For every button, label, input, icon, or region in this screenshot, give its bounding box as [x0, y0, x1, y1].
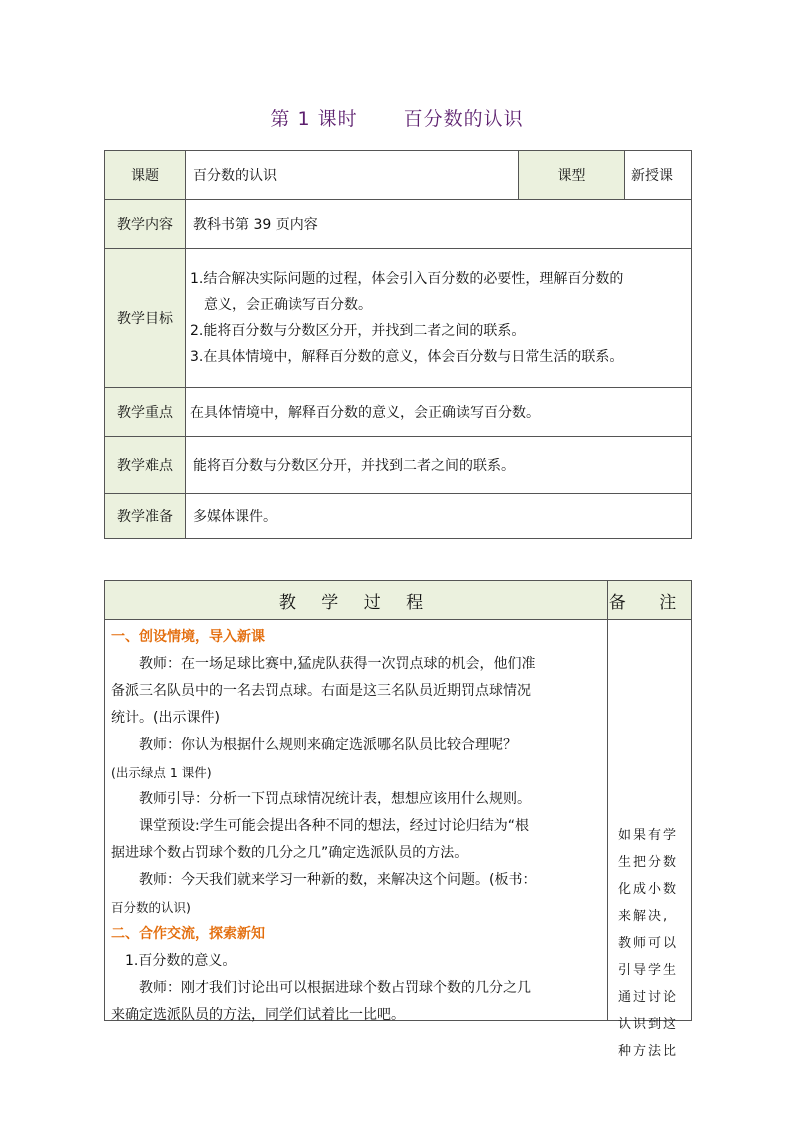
difficult-value: 能将百分数与分数区分开，并找到二者之间的联系。 [186, 437, 692, 494]
key-label: 教学重点 [105, 388, 186, 437]
section-heading: 一、创设情境，导入新课 [111, 629, 265, 645]
goals-cell [186, 249, 692, 388]
goal-line: 1.结合解决实际问题的过程，体会引入百分数的必要性，理解百分数的 [190, 271, 624, 287]
topic-value: 百分数的认识 [186, 151, 519, 200]
section-heading: 二、合作交流，探索新知 [111, 926, 265, 942]
process-line: 统计。(出示课件) [111, 710, 220, 726]
lesson-info-table [104, 150, 692, 539]
process-header: 教 学 过 程 [105, 581, 608, 620]
notes-header: 备 注 [608, 581, 692, 620]
prep-value: 多媒体课件。 [186, 494, 692, 539]
key-row [105, 388, 692, 437]
goal-line: 2.能将百分数与分数区分开，并找到二者之间的联系。 [190, 323, 526, 339]
process-line: 备派三名队员中的一名去罚点球。右面是这三名队员近期罚点球情况 [111, 683, 531, 699]
type-value: 新授课 [625, 151, 692, 200]
prep-row [105, 494, 692, 539]
prep-label: 教学准备 [105, 494, 186, 539]
notes-cell [608, 620, 692, 1059]
process-line: 据进球个数占罚球个数的几分之几”确定选派队员的方法。 [111, 845, 469, 861]
note-line: 来解决, [618, 909, 670, 924]
content-value: 教科书第 39 页内容 [186, 200, 692, 249]
process-cell [105, 620, 608, 1021]
note-line: 化成小数 [618, 882, 679, 897]
note-line: 认识到这 [618, 1017, 679, 1032]
process-line: 教师：今天我们就来学习一种新的数，来解决这个问题。(板书： [139, 872, 537, 888]
process-line: 百分数的认识) [111, 900, 191, 915]
process-line: 教师：你认为根据什么规则来确定选派哪名队员比较合理呢？ [139, 737, 517, 753]
content-row [105, 200, 692, 249]
lesson-topic: 百分数的认识 [403, 108, 524, 130]
goal-line: 3.在具体情境中，解释百分数的意义，体会百分数与日常生活的联系。 [190, 349, 624, 365]
teaching-process-table [104, 580, 692, 1059]
note-line: 教师可以 [618, 936, 679, 951]
note-line: 生把分数 [618, 855, 679, 870]
process-line: 教师引导：分析一下罚点球情况统计表，想想应该用什么规则。 [139, 791, 531, 807]
process-header-row [105, 581, 692, 620]
lesson-number: 第 1 课时 [270, 108, 358, 130]
process-line: 来确定选派队员的方法，同学们试着比一比吧。 [111, 1007, 405, 1023]
goal-label: 教学目标 [105, 249, 186, 388]
content-label: 教学内容 [105, 200, 186, 249]
topic-label: 课题 [105, 151, 186, 200]
note-line: 种方法比 [618, 1044, 679, 1059]
type-label: 课型 [519, 151, 625, 200]
topic-row [105, 151, 692, 200]
goal-line: 意义，会正确读写百分数。 [204, 297, 372, 313]
note-line: 如果有学 [618, 828, 679, 843]
note-line: 通过讨论 [618, 990, 679, 1005]
process-line: (出示绿点 1 课件) [111, 765, 212, 780]
process-body-row [105, 620, 692, 1021]
note-line: 引导学生 [618, 963, 679, 978]
difficult-row [105, 437, 692, 494]
key-value: 在具体情境中，解释百分数的意义，会正确读写百分数。 [186, 388, 692, 437]
process-line: 1.百分数的意义。 [125, 953, 237, 969]
process-line: 教师：刚才我们讨论出可以根据进球个数占罚球个数的几分之几 [139, 980, 531, 996]
process-line: 教师：在一场足球比赛中,猛虎队获得一次罚点球的机会，他们准 [139, 656, 536, 672]
process-line: 课堂预设:学生可能会提出各种不同的想法，经过讨论归结为“根 [139, 818, 529, 834]
page-title [0, 104, 794, 131]
goals-row [105, 249, 692, 388]
difficult-label: 教学难点 [105, 437, 186, 494]
